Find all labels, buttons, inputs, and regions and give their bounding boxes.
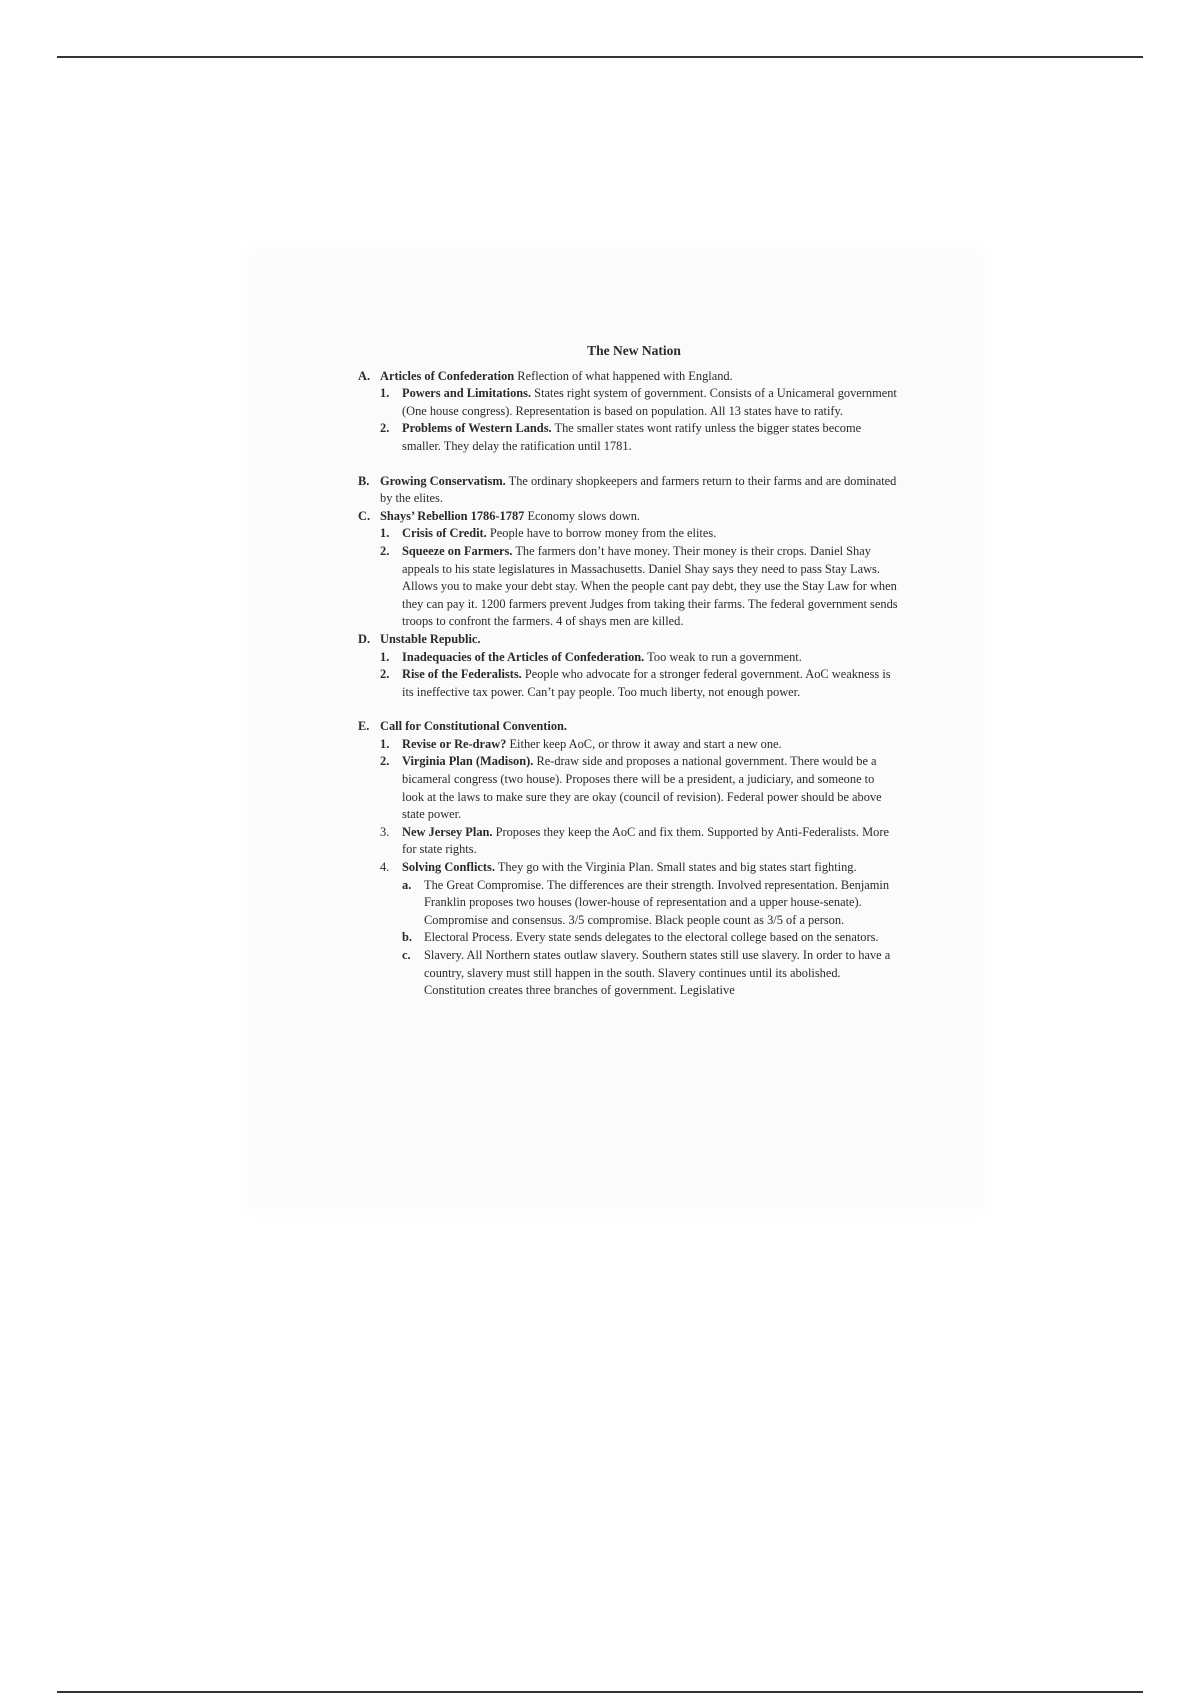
section-marker: A. [358,368,371,383]
item-heading: Revise or Re-draw? [402,736,507,751]
item-marker: 1. [380,526,390,541]
item-heading: Squeeze on Farmers. [402,543,513,558]
section-marker: D. [358,631,371,646]
section-d [358,631,898,649]
item-heading: Virginia Plan (Madison). [402,754,534,769]
item-text: Too weak to run a government. [644,649,802,664]
subitem-marker: c. [402,948,411,962]
list-item [380,859,898,877]
sub-list-item [402,929,898,947]
section-heading: Articles of Confederation [380,368,515,383]
item-text: Either keep AoC, or throw it away and start a new one. [506,736,782,751]
subitem-text: Slavery. All Northern states outlaw slavery. Southern states still use slavery. In order to have a country, slavery must still happen in the south. Slavery continues until its abolished. Constitution creates three branches of government. Legislative [424,948,891,998]
item-heading: New Jersey Plan. [402,824,493,839]
section-e [358,718,898,736]
item-marker: 2. [380,421,390,436]
item-text: People who advocate for a stronger federal government. AoC weakness is its ineffective tax power. Can’t pay people. Too much liberty, not enough power. [402,667,891,699]
item-heading: Crisis of Credit. [402,526,487,541]
section-heading: Growing Conservatism. [380,473,506,488]
sub-list-item [402,877,898,930]
list-item [380,824,898,859]
section-text: Reflection of what happened with England. [514,368,733,383]
list-item [380,649,898,667]
subitem-text: The Great Compromise. The differences are their strength. Involved representation. Benjamin Franklin proposes two houses (lower-house of representation and a upper house-senate). Compromise and consensus. 3/5 compromise. Black people count as 3/5 of a person. [424,877,890,927]
list-item [380,666,898,701]
item-marker: 2. [380,667,390,682]
item-heading: Solving Conflicts. [402,860,495,875]
section-marker: E. [358,719,370,734]
item-marker: 1. [380,736,390,751]
item-marker: 3. [380,824,390,839]
item-text: People have to borrow money from the elites. [486,526,717,541]
list-item [380,543,898,631]
list-item [380,385,898,420]
sub-list-item [402,947,898,1000]
item-marker: 1. [380,386,390,401]
section-marker: C. [358,508,371,523]
section-text: Economy slows down. [524,508,640,523]
item-text: States right system of government. Consists of a Unicameral government (One house congress). Representation is based on population. All 13 states have to ratify. [402,386,897,418]
item-heading: Rise of the Federalists. [402,667,522,682]
section-text: The ordinary shopkeepers and farmers return to their farms and are dominated by the elites. [380,473,897,506]
item-marker: 2. [380,543,390,558]
item-marker: 2. [380,754,390,769]
subitem-marker: b. [402,930,412,945]
subitem-text: Electoral Process. Every state sends delegates to the electoral college based on the senators. [424,930,879,945]
section-b [358,473,898,508]
section-c [358,508,898,526]
list-item [380,736,898,754]
section-a [358,368,898,386]
section-heading: Shays’ Rebellion 1786-1787 [380,508,525,523]
item-text: The smaller states wont ratify unless the bigger states become smaller. They delay the ratification until 1781. [402,421,862,453]
item-heading: Powers and Limitations. [402,386,532,401]
section-marker: B. [358,473,370,488]
list-item [380,420,898,455]
subitem-marker: a. [402,877,412,892]
document-body [358,342,898,1000]
list-item [380,753,898,823]
list-item [380,525,898,543]
item-text: The farmers don’t have money. Their money is their crops. Daniel Shay appeals to his state legislatures in Massachusetts. Daniel Shay says they need to pass Stay Laws. Allows you to make your debt stay. When the people cant pay debt, they use the Stay Law for when they can pay it. 1200 farmers prevent Judges from taking their farms. The federal government sends troops to confront the farmers. 4 of shays men are killed. [402,543,898,629]
item-marker: 4. [380,860,390,875]
item-marker: 1. [380,649,390,664]
page-bottom-rule [57,1691,1143,1693]
item-text: They go with the Virginia Plan. Small states and big states start fighting. [494,860,857,875]
document-title: The New Nation [587,343,681,358]
section-heading: Call for Constitutional Convention. [380,719,568,734]
section-heading: Unstable Republic. [380,631,481,646]
item-text: Proposes they keep the AoC and fix them. Supported by Anti-Federalists. More for state rights. [402,824,889,857]
item-heading: Inadequacies of the Articles of Confederation. [402,649,645,664]
item-text: Re-draw side and proposes a national government. There would be a bicameral congress (two house). Proposes there will be a president, a judiciary, and someone to look at the laws to make sure they are okay (council of revision). Federal power should be above state power. [402,754,882,822]
page-top-rule [57,56,1143,58]
item-heading: Problems of Western Lands. [402,421,552,436]
